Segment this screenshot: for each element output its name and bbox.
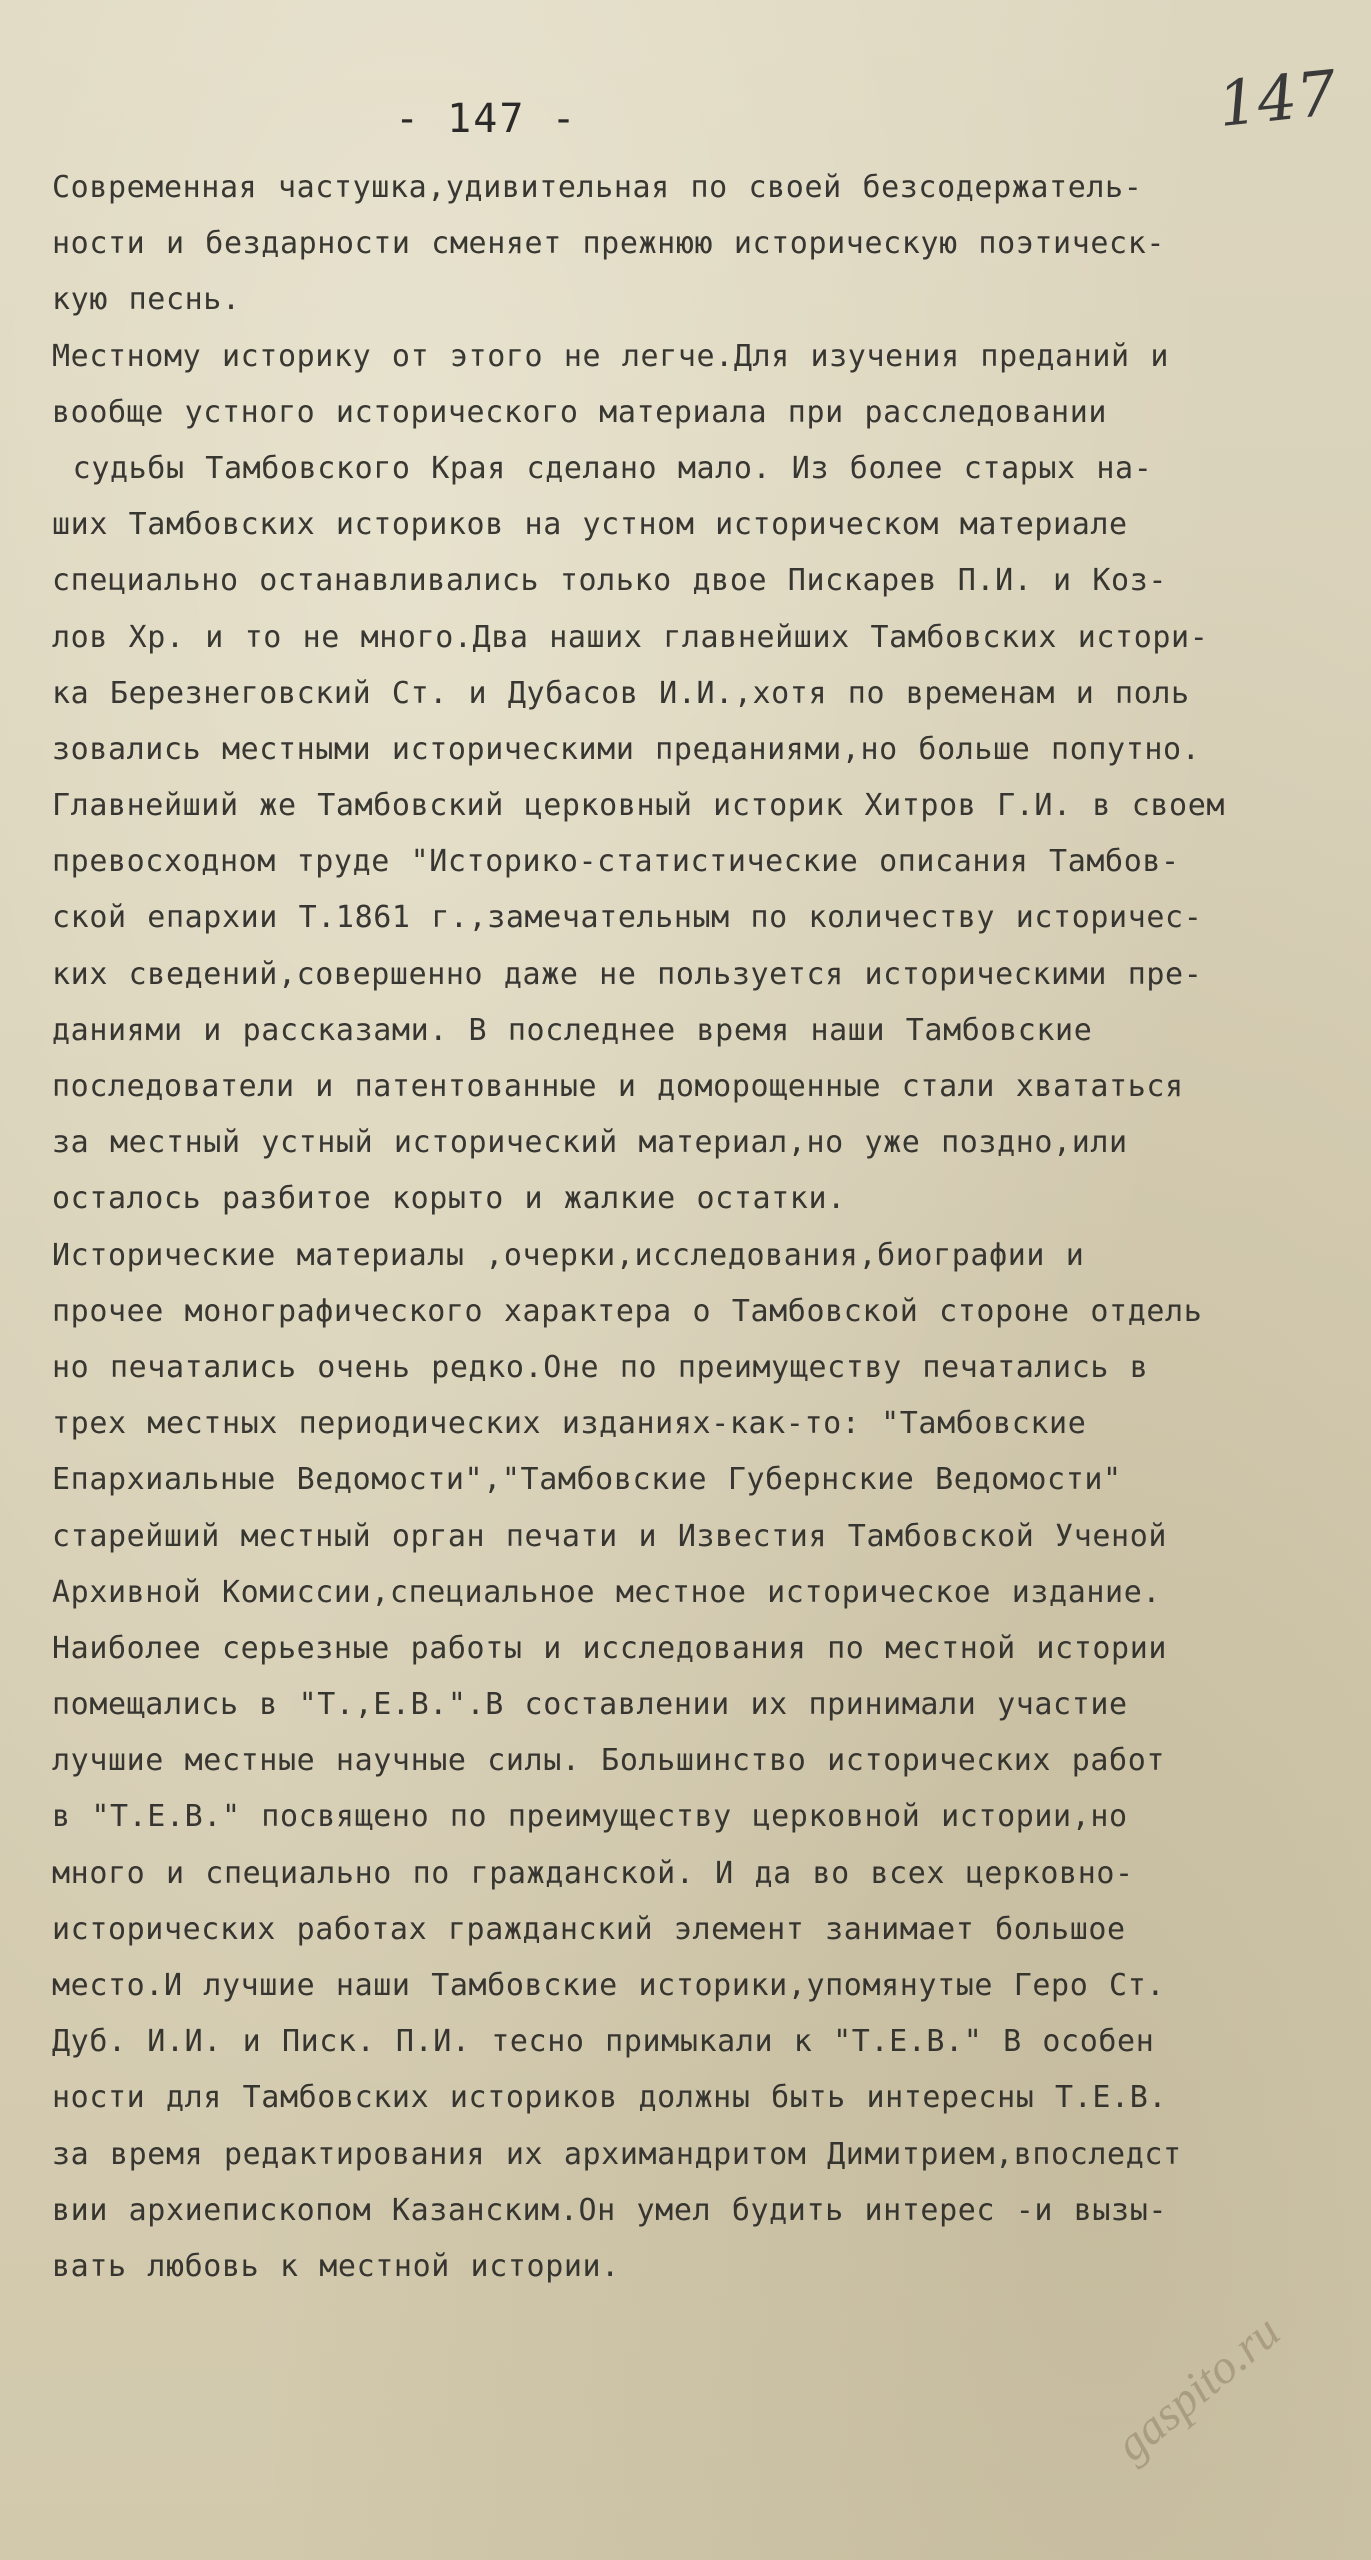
text-line: вообще устного исторического материала при расследовании — [52, 394, 1108, 430]
text-line: ких сведений,совершенно даже не пользуется историческими пре- — [52, 956, 1203, 992]
text-line: Местному историку от этого не легче.Для изучения преданий и — [52, 338, 1170, 374]
text-line: Современная частушка,удивительная по своей безсодержатель- — [52, 170, 1143, 205]
text-line: вии архиепископом Казанским.Он умел будить интерес -и вызы- — [52, 2192, 1168, 2228]
text-line: Исторические материалы ,очерки,исследования,биографии и — [52, 1237, 1085, 1273]
text-line: последователи и патентованные и доморощенные стали хвататься — [52, 1069, 1184, 1104]
text-line: лов Хр. и то не много.Два наших главнейших Тамбовских истори- — [52, 619, 1209, 655]
text-line: превосходном труде "Историко-статистические описания Тамбов- — [52, 844, 1180, 880]
text-line: за время редактирования их архимандритом Димитрием,впоследст — [52, 2136, 1182, 2172]
text-line: старейший местный орган печати и Известия Тамбовской Ученой — [52, 1518, 1168, 1554]
text-line: вать любовь к местной истории. — [52, 2248, 620, 2284]
body-text — [52, 160, 1342, 2295]
text-line: Епархиальные Ведомости","Тамбовские Губернские Ведомости" — [52, 1462, 1122, 1498]
text-line: много и специально по гражданской. И да во всех церковно- — [52, 1855, 1134, 1891]
text-line: в "Т.Е.В." посвящено по преимуществу церковной истории,но — [52, 1799, 1128, 1835]
watermark: gaspito.ru — [1105, 2304, 1290, 2472]
text-line: Главнейший же Тамбовский церковный историк Хитров Г.И. в своем — [52, 788, 1226, 824]
text-line: трех местных периодических изданиях-как-то: "Тамбовские — [52, 1406, 1087, 1442]
text-line: лучшие местные научные силы. Большинство исторических работ — [52, 1743, 1166, 1779]
text-line: зовались местными историческими преданиями,но больше попутно. — [52, 731, 1201, 767]
text-line: Наиболее серьезные работы и исследования по местной истории — [52, 1630, 1168, 1666]
text-line: прочее монографического характера о Тамбовской стороне отдель — [52, 1293, 1203, 1329]
text-line: Дуб. И.И. и Писк. П.И. тесно примыкали к "Т.Е.В." В особен — [52, 2024, 1155, 2060]
text-line: ности для Тамбовских историков должны быть интересны Т.Е.В. — [52, 2080, 1168, 2116]
text-line: специально останавливались только двое Пискарев П.И. и Коз- — [52, 563, 1168, 599]
text-line: даниями и рассказами. В последнее время наши Тамбовские — [52, 1012, 1093, 1048]
text-line: за местный устный исторический материал,но уже поздно,или — [52, 1125, 1128, 1161]
text-line: ка Березнеговский Ст. и Дубасов И.И.,хотя по временам и поль — [52, 675, 1190, 711]
text-line: исторических работах гражданский элемент занимает большое — [52, 1911, 1126, 1947]
text-line: судьбы Тамбовского Края сделано мало. Из более старых на- — [52, 450, 1153, 486]
text-line: осталось разбитое корыто и жалкие остатки. — [52, 1181, 846, 1217]
text-line: кую песнь. — [52, 282, 241, 318]
text-line: ших Тамбовских историков на устном историческом материале — [52, 507, 1128, 543]
text-line: помещались в "Т.,Е.В.".В составлении их принимали участие — [52, 1687, 1128, 1723]
text-line: место.И лучшие наши Тамбовские историки,упомянутые Геро Ст. — [52, 1968, 1166, 2003]
text-line: ности и бездарности сменяет прежнюю историческую поэтическ- — [52, 226, 1166, 262]
text-line: но печатались очень редко.Оне по преимуществу печатались в — [52, 1349, 1149, 1385]
page-number: - 147 - — [395, 96, 578, 142]
handwritten-page-number: 147 — [1214, 56, 1340, 141]
text-line: Архивной Комиссии,специальное местное историческое издание. — [52, 1574, 1162, 1610]
text-line: ской епархии Т.1861 г.,замечательным по количеству историчес- — [52, 900, 1203, 936]
